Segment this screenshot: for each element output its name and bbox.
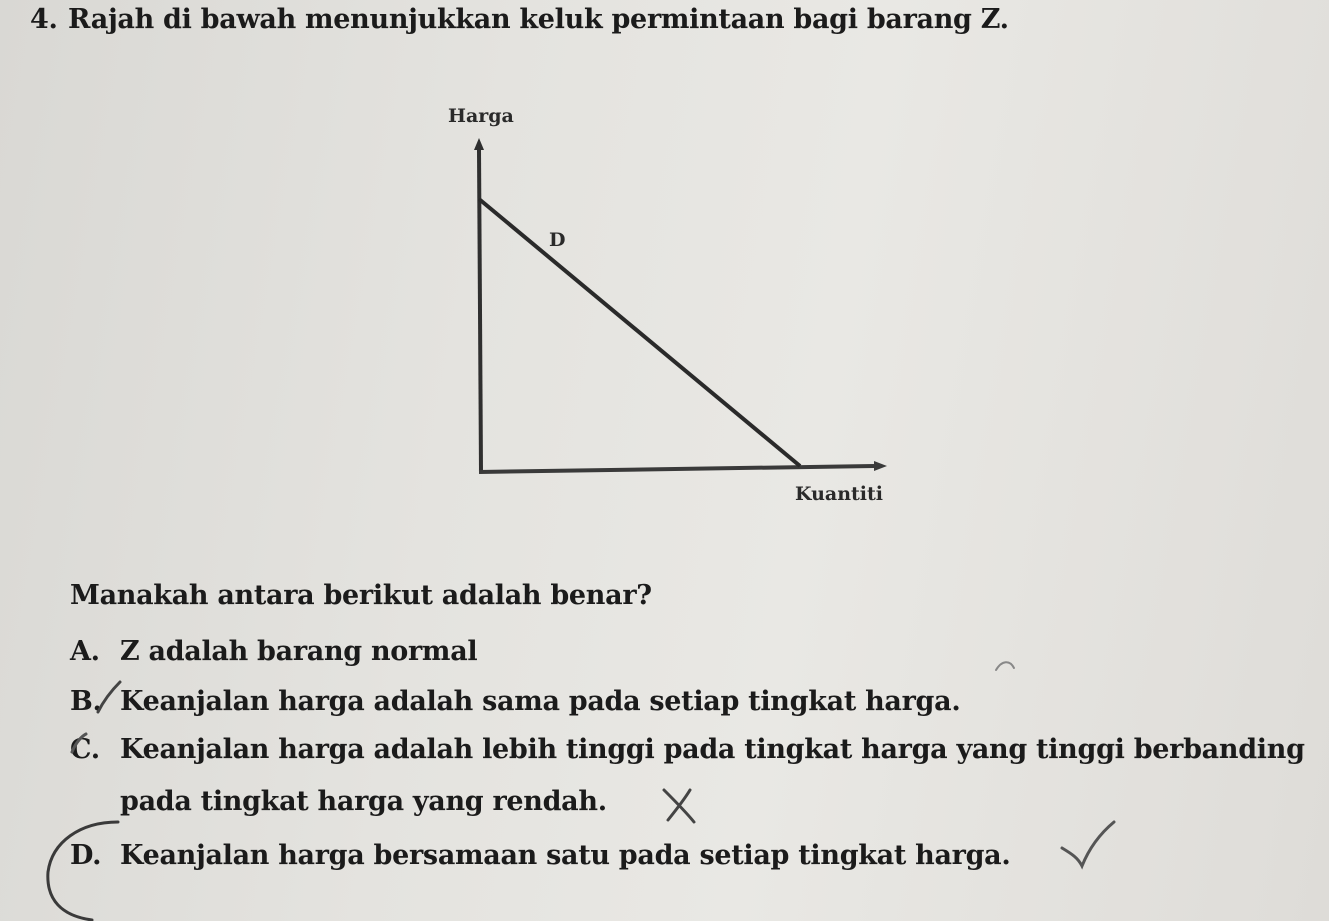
option-c-continuation: pada tingkat harga yang rendah.	[120, 786, 607, 817]
option-d-letter: D.	[70, 840, 102, 871]
prompt-text: Manakah antara berikut adalah benar?	[70, 580, 652, 611]
y-axis-arrowhead	[474, 138, 484, 150]
option-a[interactable]	[70, 636, 477, 667]
option-b-letter: B.	[70, 686, 102, 717]
x-axis-label: Kuantiti	[795, 483, 884, 505]
option-a-letter: A.	[70, 636, 100, 667]
x-axis-arrowhead	[874, 461, 887, 471]
question-text: Rajah di bawah menunjukkan keluk permintaan bagi barang Z.	[68, 4, 1009, 35]
option-b-text: Keanjalan harga adalah sama pada setiap tingkat harga.	[120, 686, 961, 717]
option-d[interactable]	[70, 840, 1010, 871]
y-axis-label: Harga	[448, 105, 514, 127]
option-c-letter: C.	[70, 734, 100, 765]
option-d-text: Keanjalan harga bersamaan satu pada setiap tingkat harga.	[120, 840, 1011, 871]
demand-curve-label: D	[549, 229, 566, 251]
option-c[interactable]	[70, 734, 1305, 765]
x-axis	[479, 466, 874, 472]
option-b[interactable]	[70, 686, 960, 717]
demand-curve-line	[479, 199, 800, 466]
option-a-text: Z adalah barang normal	[120, 636, 478, 667]
question-number: 4.	[30, 4, 58, 35]
option-c-text: Keanjalan harga adalah lebih tinggi pada tingkat harga yang tinggi berbanding	[120, 734, 1305, 765]
